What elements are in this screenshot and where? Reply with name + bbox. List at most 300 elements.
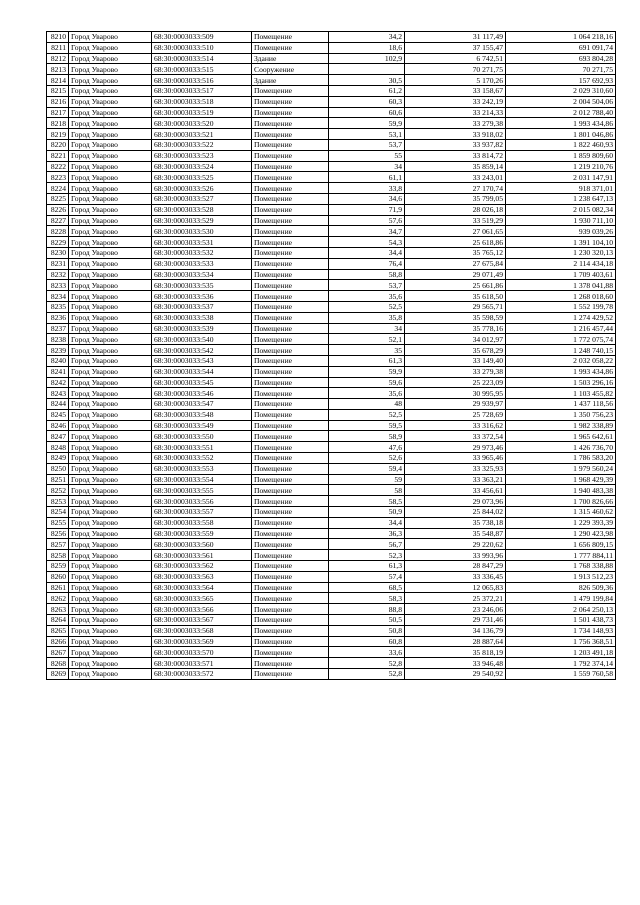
cell-cadastral-value: 1 786 583,20 xyxy=(506,453,616,464)
cell-cadastral-value: 1 913 512,23 xyxy=(506,571,616,582)
cell-unit-value: 35 859,14 xyxy=(405,161,506,172)
cell-cadastral-number: 68:30:0003033:527 xyxy=(152,193,252,204)
cell-area: 52,8 xyxy=(329,658,405,669)
cell-cadastral-number: 68:30:0003033:548 xyxy=(152,409,252,420)
table-row xyxy=(47,582,616,593)
cell-municipality: Город Уварово xyxy=(69,129,152,140)
cell-object-type: Помещение xyxy=(252,85,329,96)
cell-unit-value: 28 887,64 xyxy=(405,636,506,647)
cell-row-number: 8238 xyxy=(47,334,69,345)
cell-municipality: Город Уварово xyxy=(69,75,152,86)
cell-object-type: Помещение xyxy=(252,161,329,172)
cell-object-type: Помещение xyxy=(252,528,329,539)
cell-cadastral-number: 68:30:0003033:566 xyxy=(152,604,252,615)
cell-area: 76,4 xyxy=(329,258,405,269)
cell-cadastral-number: 68:30:0003033:525 xyxy=(152,172,252,183)
cell-area: 71,9 xyxy=(329,204,405,215)
cell-object-type: Помещение xyxy=(252,604,329,615)
cell-cadastral-number: 68:30:0003033:535 xyxy=(152,280,252,291)
cell-cadastral-value: 1 479 199,84 xyxy=(506,593,616,604)
cell-cadastral-value: 1 979 560,24 xyxy=(506,463,616,474)
cell-cadastral-number: 68:30:0003033:543 xyxy=(152,355,252,366)
cell-object-type: Помещение xyxy=(252,442,329,453)
cell-row-number: 8231 xyxy=(47,258,69,269)
cell-municipality: Город Уварово xyxy=(69,269,152,280)
table-row xyxy=(47,172,616,183)
table-row xyxy=(47,366,616,377)
cell-cadastral-number: 68:30:0003033:540 xyxy=(152,334,252,345)
cell-row-number: 8248 xyxy=(47,442,69,453)
cell-cadastral-number: 68:30:0003033:559 xyxy=(152,528,252,539)
cell-object-type: Помещение xyxy=(252,172,329,183)
cell-area: 52,3 xyxy=(329,550,405,561)
cell-area: 60,6 xyxy=(329,107,405,118)
cell-unit-value: 29 220,62 xyxy=(405,539,506,550)
table-row xyxy=(47,474,616,485)
cell-area: 58,9 xyxy=(329,431,405,442)
cell-unit-value: 33 316,62 xyxy=(405,420,506,431)
cell-area: 50,9 xyxy=(329,507,405,518)
cell-cadastral-number: 68:30:0003033:557 xyxy=(152,507,252,518)
cell-municipality: Город Уварово xyxy=(69,53,152,64)
cell-cadastral-number: 68:30:0003033:522 xyxy=(152,139,252,150)
cell-unit-value: 30 995,95 xyxy=(405,388,506,399)
cell-row-number: 8243 xyxy=(47,388,69,399)
table-row xyxy=(47,561,616,572)
table-row xyxy=(47,75,616,86)
cell-object-type: Помещение xyxy=(252,215,329,226)
cell-unit-value: 35 618,50 xyxy=(405,291,506,302)
cell-area: 34,4 xyxy=(329,247,405,258)
cell-row-number: 8210 xyxy=(47,32,69,43)
cell-object-type: Здание xyxy=(252,75,329,86)
cell-unit-value: 34 136,79 xyxy=(405,625,506,636)
cell-municipality: Город Уварово xyxy=(69,32,152,43)
table-row xyxy=(47,636,616,647)
cell-cadastral-value: 1 103 455,82 xyxy=(506,388,616,399)
cell-municipality: Город Уварово xyxy=(69,625,152,636)
cell-area: 34 xyxy=(329,323,405,334)
cell-row-number: 8226 xyxy=(47,204,69,215)
cell-object-type: Здание xyxy=(252,53,329,64)
cell-cadastral-value: 1 378 041,88 xyxy=(506,280,616,291)
table-row xyxy=(47,32,616,43)
cell-object-type: Помещение xyxy=(252,658,329,669)
cell-row-number: 8218 xyxy=(47,118,69,129)
cell-cadastral-number: 68:30:0003033:560 xyxy=(152,539,252,550)
cell-cadastral-number: 68:30:0003033:520 xyxy=(152,118,252,129)
cell-object-type: Помещение xyxy=(252,204,329,215)
cell-cadastral-number: 68:30:0003033:514 xyxy=(152,53,252,64)
cell-object-type: Помещение xyxy=(252,496,329,507)
cell-unit-value: 33 336,45 xyxy=(405,571,506,582)
cell-row-number: 8222 xyxy=(47,161,69,172)
cell-unit-value: 33 158,67 xyxy=(405,85,506,96)
cell-unit-value: 31 117,49 xyxy=(405,32,506,43)
cell-unit-value: 27 061,65 xyxy=(405,226,506,237)
cell-cadastral-number: 68:30:0003033:558 xyxy=(152,517,252,528)
cell-object-type: Помещение xyxy=(252,334,329,345)
table-row xyxy=(47,625,616,636)
table-row xyxy=(47,485,616,496)
cell-object-type: Помещение xyxy=(252,571,329,582)
cell-row-number: 8267 xyxy=(47,647,69,658)
cell-cadastral-number: 68:30:0003033:516 xyxy=(152,75,252,86)
cell-cadastral-value: 691 091,74 xyxy=(506,42,616,53)
cell-municipality: Город Уварово xyxy=(69,215,152,226)
cell-unit-value: 33 363,21 xyxy=(405,474,506,485)
cell-municipality: Город Уварово xyxy=(69,550,152,561)
table-row xyxy=(47,615,616,626)
cell-cadastral-value: 1 965 642,61 xyxy=(506,431,616,442)
cell-municipality: Город Уварово xyxy=(69,172,152,183)
cell-cadastral-value: 1 229 393,39 xyxy=(506,517,616,528)
cell-municipality: Город Уварово xyxy=(69,107,152,118)
cell-unit-value: 33 243,01 xyxy=(405,172,506,183)
cell-municipality: Город Уварово xyxy=(69,42,152,53)
cell-row-number: 8237 xyxy=(47,323,69,334)
cell-municipality: Город Уварово xyxy=(69,226,152,237)
cell-area: 55 xyxy=(329,150,405,161)
cell-cadastral-number: 68:30:0003033:569 xyxy=(152,636,252,647)
cell-municipality: Город Уварово xyxy=(69,193,152,204)
cell-area: 50,8 xyxy=(329,625,405,636)
cell-area: 58,8 xyxy=(329,269,405,280)
cell-cadastral-value: 1 756 368,51 xyxy=(506,636,616,647)
cell-municipality: Город Уварово xyxy=(69,485,152,496)
cell-cadastral-number: 68:30:0003033:550 xyxy=(152,431,252,442)
cell-municipality: Город Уварово xyxy=(69,312,152,323)
cell-area: 47,6 xyxy=(329,442,405,453)
cell-object-type: Помещение xyxy=(252,593,329,604)
cell-cadastral-value: 1 700 826,66 xyxy=(506,496,616,507)
cell-row-number: 8269 xyxy=(47,669,69,680)
cell-row-number: 8221 xyxy=(47,150,69,161)
table-row xyxy=(47,355,616,366)
cell-row-number: 8255 xyxy=(47,517,69,528)
cell-unit-value: 25 661,86 xyxy=(405,280,506,291)
cell-row-number: 8213 xyxy=(47,64,69,75)
cell-unit-value: 25 844,02 xyxy=(405,507,506,518)
cell-cadastral-value: 1 290 423,98 xyxy=(506,528,616,539)
cell-row-number: 8211 xyxy=(47,42,69,53)
cell-object-type: Помещение xyxy=(252,42,329,53)
table-row xyxy=(47,431,616,442)
cell-row-number: 8262 xyxy=(47,593,69,604)
cell-cadastral-number: 68:30:0003033:519 xyxy=(152,107,252,118)
cell-area: 59 xyxy=(329,474,405,485)
cell-area xyxy=(329,64,405,75)
cell-unit-value: 33 149,40 xyxy=(405,355,506,366)
cell-row-number: 8236 xyxy=(47,312,69,323)
cell-area: 61,2 xyxy=(329,85,405,96)
cell-cadastral-number: 68:30:0003033:533 xyxy=(152,258,252,269)
cell-object-type: Помещение xyxy=(252,118,329,129)
cell-area: 52,1 xyxy=(329,334,405,345)
cell-municipality: Город Уварово xyxy=(69,507,152,518)
cell-unit-value: 29 071,49 xyxy=(405,269,506,280)
cell-cadastral-value: 1 940 483,38 xyxy=(506,485,616,496)
cell-municipality: Город Уварово xyxy=(69,463,152,474)
cell-cadastral-value: 826 509,36 xyxy=(506,582,616,593)
table-row xyxy=(47,593,616,604)
cell-object-type: Помещение xyxy=(252,301,329,312)
cell-object-type: Помещение xyxy=(252,561,329,572)
cell-unit-value: 25 728,69 xyxy=(405,409,506,420)
table-row xyxy=(47,129,616,140)
cell-municipality: Город Уварово xyxy=(69,431,152,442)
cell-area: 59,5 xyxy=(329,420,405,431)
cell-area: 18,6 xyxy=(329,42,405,53)
cell-unit-value: 23 246,06 xyxy=(405,604,506,615)
cell-row-number: 8256 xyxy=(47,528,69,539)
cell-area: 58,3 xyxy=(329,593,405,604)
cell-cadastral-number: 68:30:0003033:528 xyxy=(152,204,252,215)
cell-area: 50,5 xyxy=(329,615,405,626)
cell-unit-value: 33 993,96 xyxy=(405,550,506,561)
cell-cadastral-value: 1 982 338,89 xyxy=(506,420,616,431)
cell-row-number: 8214 xyxy=(47,75,69,86)
cell-row-number: 8234 xyxy=(47,291,69,302)
cell-object-type: Помещение xyxy=(252,420,329,431)
cell-municipality: Город Уварово xyxy=(69,669,152,680)
cell-object-type: Помещение xyxy=(252,291,329,302)
cell-unit-value: 29 073,96 xyxy=(405,496,506,507)
cell-row-number: 8216 xyxy=(47,96,69,107)
table-row xyxy=(47,64,616,75)
cell-row-number: 8240 xyxy=(47,355,69,366)
table-row xyxy=(47,150,616,161)
cell-row-number: 8217 xyxy=(47,107,69,118)
cell-unit-value: 33 325,93 xyxy=(405,463,506,474)
cell-cadastral-value: 2 031 147,91 xyxy=(506,172,616,183)
cadastral-value-table xyxy=(46,31,616,680)
cell-cadastral-value: 1 993 434,86 xyxy=(506,118,616,129)
cell-unit-value: 33 814,72 xyxy=(405,150,506,161)
cell-cadastral-number: 68:30:0003033:554 xyxy=(152,474,252,485)
cell-row-number: 8235 xyxy=(47,301,69,312)
cell-unit-value: 33 946,48 xyxy=(405,658,506,669)
cell-row-number: 8228 xyxy=(47,226,69,237)
cell-row-number: 8263 xyxy=(47,604,69,615)
table-row xyxy=(47,312,616,323)
cell-object-type: Помещение xyxy=(252,237,329,248)
cell-area: 34 xyxy=(329,161,405,172)
cell-row-number: 8259 xyxy=(47,561,69,572)
cell-row-number: 8220 xyxy=(47,139,69,150)
cell-area: 102,9 xyxy=(329,53,405,64)
cell-municipality: Город Уварово xyxy=(69,561,152,572)
cell-area: 61,3 xyxy=(329,355,405,366)
cell-municipality: Город Уварово xyxy=(69,247,152,258)
cell-municipality: Город Уварово xyxy=(69,399,152,410)
table-row xyxy=(47,571,616,582)
cell-municipality: Город Уварово xyxy=(69,539,152,550)
cell-row-number: 8265 xyxy=(47,625,69,636)
cell-object-type: Помещение xyxy=(252,269,329,280)
cell-municipality: Город Уварово xyxy=(69,571,152,582)
cell-area: 54,3 xyxy=(329,237,405,248)
cell-unit-value: 37 155,47 xyxy=(405,42,506,53)
cell-cadastral-value: 1 274 429,52 xyxy=(506,312,616,323)
cell-municipality: Город Уварово xyxy=(69,593,152,604)
table-row xyxy=(47,409,616,420)
cell-municipality: Город Уварово xyxy=(69,474,152,485)
cell-object-type: Сооружение xyxy=(252,64,329,75)
cell-object-type: Помещение xyxy=(252,183,329,194)
table-row xyxy=(47,669,616,680)
cell-object-type: Помещение xyxy=(252,258,329,269)
cell-cadastral-number: 68:30:0003033:524 xyxy=(152,161,252,172)
cell-cadastral-value: 939 039,26 xyxy=(506,226,616,237)
cell-object-type: Помещение xyxy=(252,323,329,334)
cell-cadastral-number: 68:30:0003033:537 xyxy=(152,301,252,312)
cell-object-type: Помещение xyxy=(252,474,329,485)
cell-unit-value: 33 279,38 xyxy=(405,366,506,377)
cell-cadastral-value: 2 064 250,13 xyxy=(506,604,616,615)
table-row xyxy=(47,334,616,345)
cell-cadastral-value: 2 114 434,18 xyxy=(506,258,616,269)
table-row xyxy=(47,496,616,507)
cell-unit-value: 29 973,46 xyxy=(405,442,506,453)
table-row xyxy=(47,85,616,96)
table-row xyxy=(47,442,616,453)
cell-unit-value: 29 731,46 xyxy=(405,615,506,626)
cell-row-number: 8233 xyxy=(47,280,69,291)
table-row xyxy=(47,42,616,53)
cell-municipality: Город Уварово xyxy=(69,64,152,75)
cell-object-type: Помещение xyxy=(252,669,329,680)
table-row xyxy=(47,463,616,474)
cell-area: 34,2 xyxy=(329,32,405,43)
cell-municipality: Город Уварово xyxy=(69,453,152,464)
cell-object-type: Помещение xyxy=(252,280,329,291)
cell-row-number: 8242 xyxy=(47,377,69,388)
cell-object-type: Помещение xyxy=(252,312,329,323)
cell-object-type: Помещение xyxy=(252,517,329,528)
cell-row-number: 8252 xyxy=(47,485,69,496)
cell-object-type: Помещение xyxy=(252,32,329,43)
cell-row-number: 8215 xyxy=(47,85,69,96)
cell-object-type: Помещение xyxy=(252,625,329,636)
cell-cadastral-value: 1 315 460,62 xyxy=(506,507,616,518)
table-row xyxy=(47,247,616,258)
cell-municipality: Город Уварово xyxy=(69,658,152,669)
cell-row-number: 8260 xyxy=(47,571,69,582)
cell-unit-value: 33 456,61 xyxy=(405,485,506,496)
table-row xyxy=(47,323,616,334)
cell-unit-value: 35 598,59 xyxy=(405,312,506,323)
cell-row-number: 8244 xyxy=(47,399,69,410)
cell-municipality: Город Уварово xyxy=(69,355,152,366)
cell-municipality: Город Уварово xyxy=(69,345,152,356)
table-row xyxy=(47,215,616,226)
cell-object-type: Помещение xyxy=(252,485,329,496)
cell-area: 53,1 xyxy=(329,129,405,140)
cell-cadastral-number: 68:30:0003033:562 xyxy=(152,561,252,572)
cell-unit-value: 29 540,92 xyxy=(405,669,506,680)
cell-object-type: Помещение xyxy=(252,377,329,388)
cell-row-number: 8230 xyxy=(47,247,69,258)
cell-cadastral-number: 68:30:0003033:551 xyxy=(152,442,252,453)
cell-area: 53,7 xyxy=(329,139,405,150)
cell-area: 56,7 xyxy=(329,539,405,550)
table-row xyxy=(47,399,616,410)
cell-cadastral-number: 68:30:0003033:544 xyxy=(152,366,252,377)
cell-municipality: Город Уварово xyxy=(69,366,152,377)
cell-object-type: Помещение xyxy=(252,399,329,410)
cell-area: 59,9 xyxy=(329,118,405,129)
table-row xyxy=(47,226,616,237)
cell-object-type: Помещение xyxy=(252,463,329,474)
table-row xyxy=(47,301,616,312)
cell-object-type: Помещение xyxy=(252,388,329,399)
table-row xyxy=(47,453,616,464)
cell-object-type: Помещение xyxy=(252,129,329,140)
cell-row-number: 8229 xyxy=(47,237,69,248)
cell-municipality: Город Уварово xyxy=(69,204,152,215)
cell-row-number: 8219 xyxy=(47,129,69,140)
cell-municipality: Город Уварово xyxy=(69,647,152,658)
table-row xyxy=(47,183,616,194)
table-row xyxy=(47,647,616,658)
cell-row-number: 8232 xyxy=(47,269,69,280)
cell-municipality: Город Уварово xyxy=(69,291,152,302)
cell-object-type: Помещение xyxy=(252,647,329,658)
cell-municipality: Город Уварово xyxy=(69,258,152,269)
cell-unit-value: 25 618,86 xyxy=(405,237,506,248)
cell-object-type: Помещение xyxy=(252,539,329,550)
cell-unit-value: 33 519,29 xyxy=(405,215,506,226)
cell-row-number: 8239 xyxy=(47,345,69,356)
table-row xyxy=(47,507,616,518)
cell-object-type: Помещение xyxy=(252,107,329,118)
cell-area: 30,5 xyxy=(329,75,405,86)
cell-municipality: Город Уварово xyxy=(69,183,152,194)
cell-cadastral-value: 1 734 148,93 xyxy=(506,625,616,636)
cell-area: 57,6 xyxy=(329,215,405,226)
cell-area: 35,8 xyxy=(329,312,405,323)
cell-cadastral-value: 1 993 434,86 xyxy=(506,366,616,377)
cell-cadastral-value: 1 238 647,13 xyxy=(506,193,616,204)
cell-row-number: 8268 xyxy=(47,658,69,669)
cell-municipality: Город Уварово xyxy=(69,420,152,431)
cell-municipality: Город Уварово xyxy=(69,150,152,161)
cell-unit-value: 35 548,87 xyxy=(405,528,506,539)
cell-cadastral-number: 68:30:0003033:561 xyxy=(152,550,252,561)
cell-cadastral-number: 68:30:0003033:567 xyxy=(152,615,252,626)
cell-unit-value: 29 939,97 xyxy=(405,399,506,410)
cell-object-type: Помещение xyxy=(252,139,329,150)
cell-cadastral-number: 68:30:0003033:547 xyxy=(152,399,252,410)
cell-object-type: Помещение xyxy=(252,247,329,258)
cell-row-number: 8264 xyxy=(47,615,69,626)
cell-object-type: Помещение xyxy=(252,193,329,204)
cell-municipality: Город Уварово xyxy=(69,237,152,248)
cell-cadastral-number: 68:30:0003033:563 xyxy=(152,571,252,582)
cell-municipality: Город Уварово xyxy=(69,377,152,388)
table-row xyxy=(47,280,616,291)
cell-cadastral-value: 1 219 210,76 xyxy=(506,161,616,172)
cell-cadastral-number: 68:30:0003033:530 xyxy=(152,226,252,237)
cell-unit-value: 33 279,38 xyxy=(405,118,506,129)
cell-unit-value: 33 372,54 xyxy=(405,431,506,442)
cell-cadastral-value: 1 230 320,13 xyxy=(506,247,616,258)
table-row xyxy=(47,420,616,431)
cell-unit-value: 35 765,12 xyxy=(405,247,506,258)
cell-cadastral-value: 1 709 403,61 xyxy=(506,269,616,280)
cell-area: 58,5 xyxy=(329,496,405,507)
